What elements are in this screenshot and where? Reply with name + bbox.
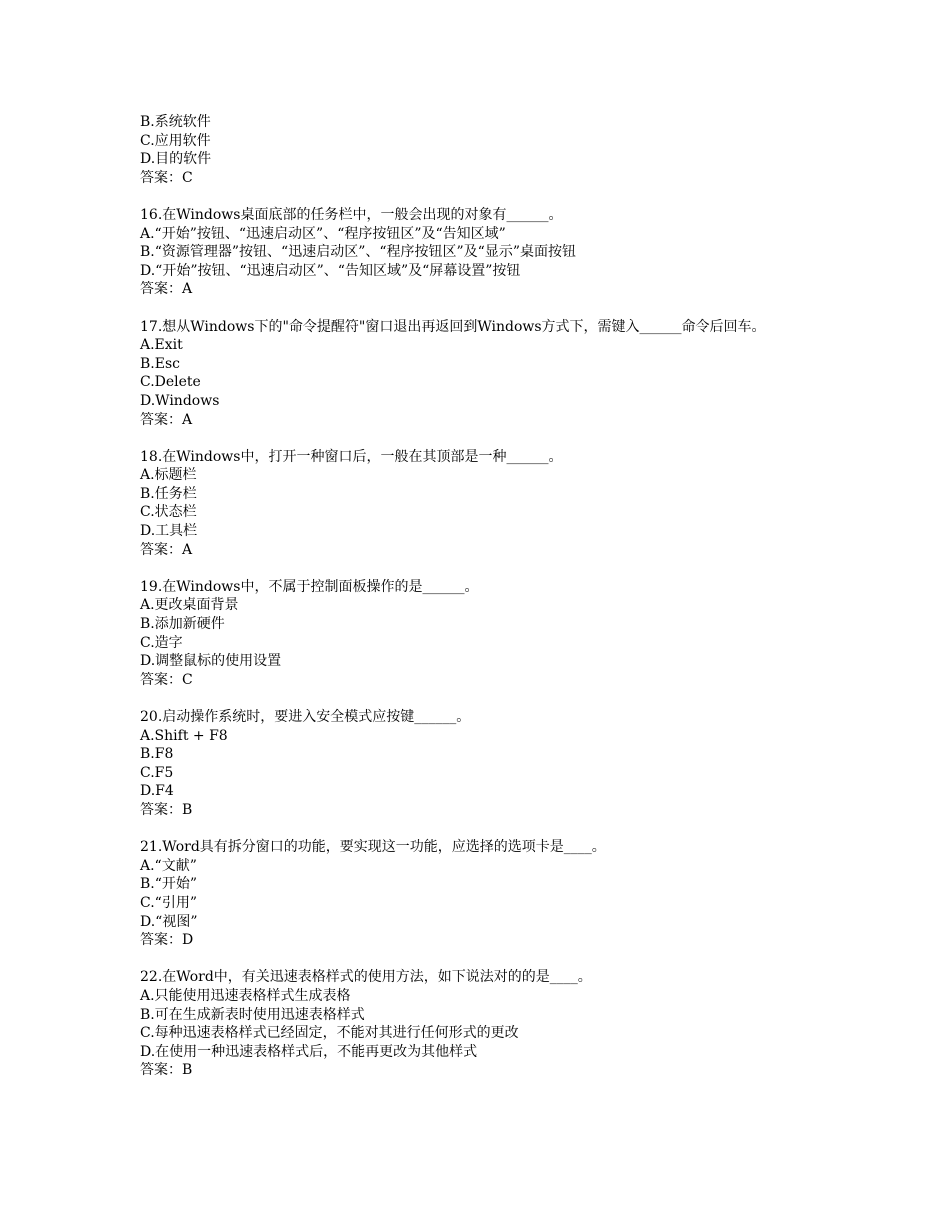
option-d: D.“视图” bbox=[140, 913, 198, 930]
option-d: D.调整鼠标的使用设置 bbox=[140, 653, 282, 670]
answer: 答案：D bbox=[140, 932, 194, 949]
question-stem: 19.在Windows中，不属于控制面板操作的是______。 bbox=[140, 578, 479, 595]
option-a: A.标题栏 bbox=[140, 467, 197, 484]
question-stem: 16.在Windows桌面底部的任务栏中，一般会出现的对象有______。 bbox=[140, 206, 563, 223]
spacer bbox=[140, 689, 820, 708]
option-a: A.Exit bbox=[140, 337, 183, 354]
option-d: D.在使用一种迅速表格样式后，不能再更改为其他样式 bbox=[140, 1043, 478, 1060]
question-17 bbox=[140, 318, 820, 430]
question-stem: 18.在Windows中，打开一种窗口后，一般在其顶部是一种______。 bbox=[140, 448, 563, 465]
option-d: D.Windows bbox=[140, 392, 220, 409]
option-b: B.添加新硬件 bbox=[140, 616, 225, 633]
question-20 bbox=[140, 708, 820, 820]
option-c: C.造字 bbox=[140, 634, 183, 651]
option-b: B.F8 bbox=[140, 746, 174, 763]
question-16 bbox=[140, 206, 820, 299]
option-b: B.任务栏 bbox=[140, 485, 197, 502]
answer: 答案：A bbox=[140, 281, 193, 298]
question-list bbox=[140, 113, 820, 1080]
spacer bbox=[140, 299, 820, 318]
question-stem: 20.启动操作系统时，要进入安全模式应按键______。 bbox=[140, 709, 471, 725]
answer: 答案：B bbox=[140, 1062, 193, 1079]
option-b: B.系统软件 bbox=[140, 114, 211, 130]
question-22 bbox=[140, 968, 820, 1080]
answer: 答案：A bbox=[140, 411, 193, 428]
option-b: B.“开始” bbox=[140, 876, 198, 893]
spacer bbox=[140, 559, 820, 578]
option-c: C.状态栏 bbox=[140, 504, 197, 521]
question-21 bbox=[140, 838, 820, 950]
option-a: A.只能使用迅速表格样式生成表格 bbox=[140, 987, 351, 1004]
option-d: D.“开始”按钮、“迅速启动区”、“告知区域”及“屏幕设置”按钮 bbox=[140, 262, 521, 279]
option-c: C.Delete bbox=[140, 374, 201, 391]
spacer bbox=[140, 187, 820, 206]
option-a: A.“文献” bbox=[140, 857, 197, 874]
option-c: C.应用软件 bbox=[140, 132, 211, 149]
answer: 答案：A bbox=[140, 541, 193, 558]
question-stem: 21.Word具有拆分窗口的功能，要实现这一功能，应选择的选项卡是____。 bbox=[140, 839, 606, 856]
option-a: A.Shift + F8 bbox=[140, 727, 228, 744]
spacer bbox=[140, 820, 820, 839]
option-a: A.更改桌面背景 bbox=[140, 597, 239, 614]
answer: 答案：B bbox=[140, 801, 193, 818]
option-d: D.工具栏 bbox=[140, 523, 198, 540]
option-c: C.F5 bbox=[140, 764, 174, 781]
question-19 bbox=[140, 578, 820, 690]
question-stem: 22.在Word中，有关迅速表格样式的使用方法，如下说法对的的是____。 bbox=[140, 969, 592, 986]
answer: 答案：C bbox=[140, 671, 193, 688]
spacer bbox=[140, 429, 820, 448]
question-15-tail bbox=[140, 113, 820, 187]
option-c: C.每种迅速表格样式已经固定，不能对其进行任何形式的更改 bbox=[140, 1025, 519, 1042]
option-c: C.“引用” bbox=[140, 894, 197, 911]
question-stem: 17.想从Windows下的"命令提醒符"窗口退出再返回到Windows方式下，需键入______命令后回车。 bbox=[140, 318, 766, 335]
question-18 bbox=[140, 448, 820, 560]
spacer bbox=[140, 950, 820, 969]
option-a: A.“开始”按钮、“迅速启动区”、“程序按钮区”及“告知区域” bbox=[140, 225, 506, 242]
option-b: B.“资源管理器”按钮、“迅速启动区”、“程序按钮区”及“显示”桌面按钮 bbox=[140, 244, 576, 261]
option-d: D.目的软件 bbox=[140, 151, 212, 168]
option-b: B.可在生成新表时使用迅速表格样式 bbox=[140, 1006, 365, 1023]
option-b: B.Esc bbox=[140, 355, 180, 372]
option-d: D.F4 bbox=[140, 783, 174, 800]
answer: 答案：C bbox=[140, 169, 193, 186]
